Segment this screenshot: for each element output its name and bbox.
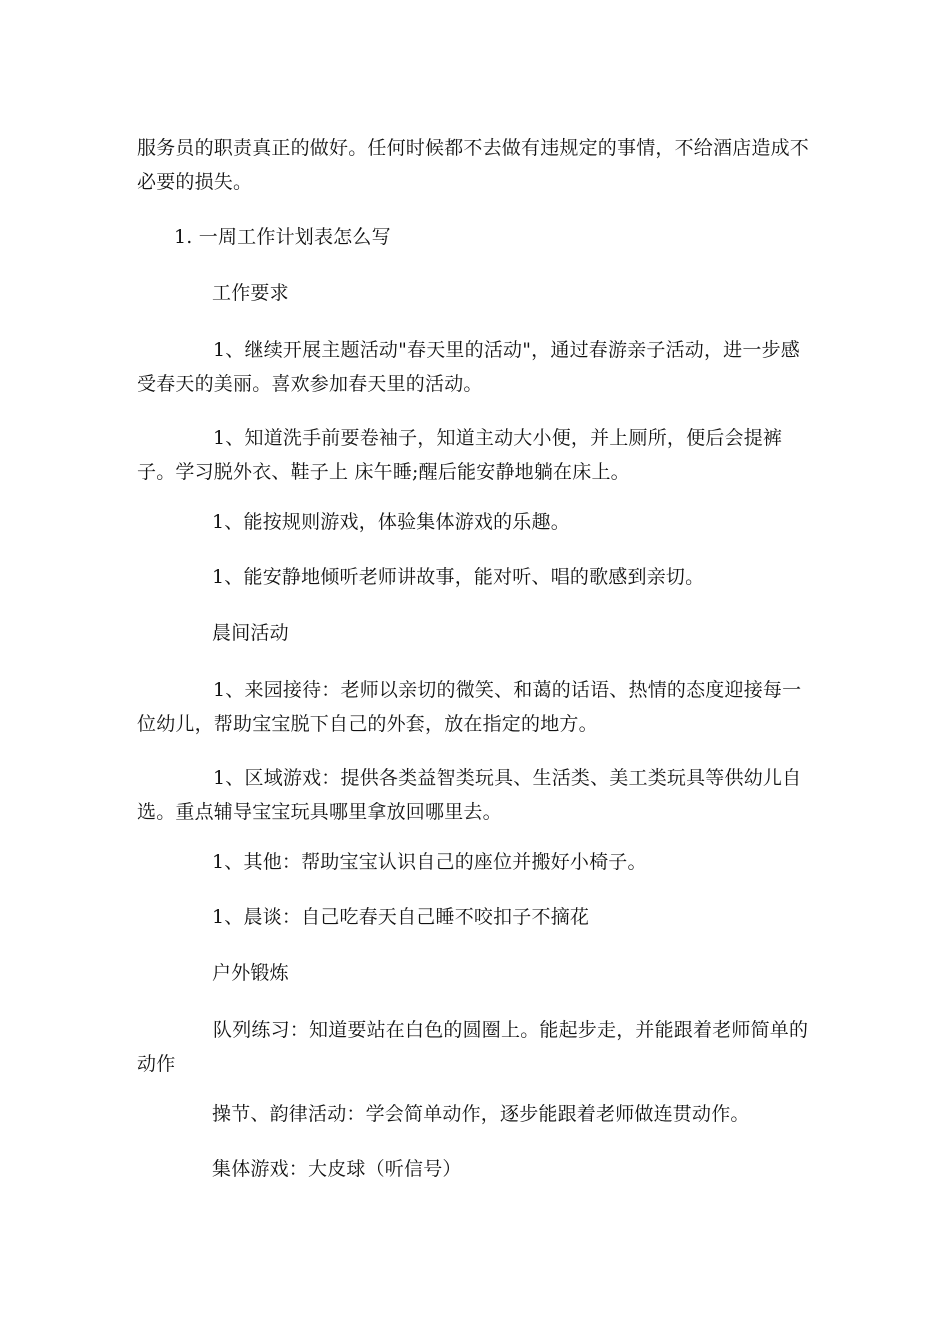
section-heading-weekly-plan: 1. 一周工作计划表怎么写 (174, 226, 391, 248)
paragraph-area-games: 1、区域游戏：提供各类益智类玩具、生活类、美工类玩具等供幼儿自选。重点辅导宝宝玩具哪里拿放回哪里去。 (137, 767, 802, 823)
paragraph-requirement-4: 1、能安静地倾听老师讲故事，能对听、唱的歌感到亲切。 (212, 566, 705, 588)
paragraph-requirement-3: 1、能按规则游戏，体验集体游戏的乐趣。 (212, 511, 570, 533)
paragraph-queue-practice: 队列练习：知道要站在白色的圆圈上。能起步走，并能跟着老师简单的动作 (137, 1019, 809, 1075)
paragraph-morning-reception: 1、来园接待：老师以亲切的微笑、和蔼的话语、热情的态度迎接每一位幼儿，帮助宝宝脱下自己的外套，放在指定的地方。 (137, 679, 802, 735)
subheading-morning-activities: 晨间活动 (212, 622, 289, 644)
paragraph-intro: 服务员的职责真正的做好。任何时候都不去做有违规定的事情，不给酒店造成不必要的损失。 (137, 137, 810, 193)
paragraph-group-game: 集体游戏：大皮球（听信号） (212, 1158, 462, 1180)
subheading-work-requirements: 工作要求 (212, 282, 289, 304)
subheading-outdoor-exercise: 户外锻炼 (212, 962, 289, 984)
paragraph-morning-talk: 1、晨谈：自己吃春天自己睡不咬扣子不摘花 (212, 906, 590, 928)
paragraph-requirement-1: 1、继续开展主题活动"春天里的活动"，通过春游亲子活动，进一步感受春天的美丽。喜欢参加春天里的活动。 (137, 339, 800, 395)
paragraph-other: 1、其他：帮助宝宝认识自己的座位并搬好小椅子。 (212, 851, 647, 873)
paragraph-requirement-2: 1、知道洗手前要卷袖子，知道主动大小便，并上厕所，便后会提裤子。学习脱外衣、鞋子上 床午睡;醒后能安静地躺在床上。 (137, 427, 783, 483)
paragraph-rhythm-activity: 操节、韵律活动：学会简单动作，逐步能跟着老师做连贯动作。 (212, 1103, 750, 1125)
